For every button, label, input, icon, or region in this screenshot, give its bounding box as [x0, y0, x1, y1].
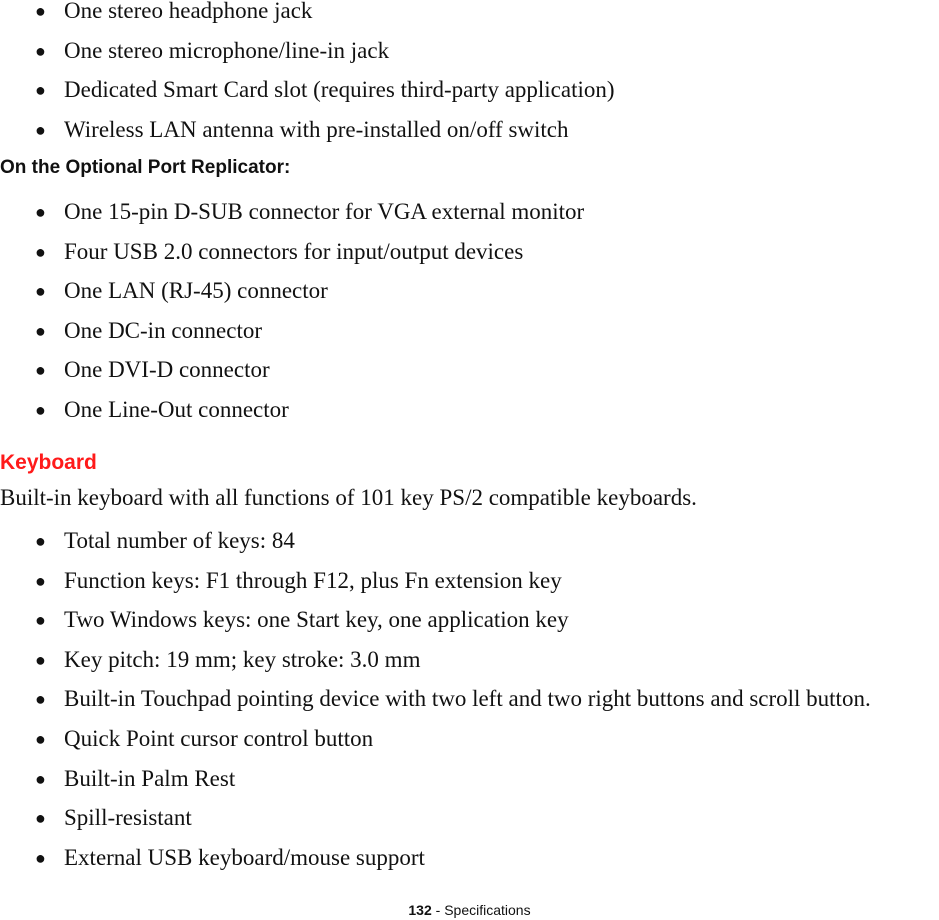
footer-separator: - — [431, 902, 445, 918]
bullet-icon: ● — [35, 531, 46, 551]
keyboard-section-title: Keyboard — [0, 451, 97, 474]
bullet-icon: ● — [35, 728, 46, 749]
bullet-icon: ● — [35, 320, 46, 341]
bullet-icon: ● — [35, 1, 46, 21]
page-number: 132 — [408, 902, 432, 918]
footer-section: Specifications — [444, 902, 531, 918]
bullet-icon: ● — [35, 40, 46, 61]
bullet-icon: ● — [35, 689, 46, 710]
bullet-icon: ● — [35, 399, 46, 420]
bullet-icon: ● — [35, 610, 46, 631]
replicator-heading: On the Optional Port Replicator: — [0, 157, 291, 178]
bullet-icon: ● — [35, 119, 46, 140]
bullet-icon: ● — [35, 570, 46, 591]
bullet-icon: ● — [35, 241, 46, 262]
bullet-icon: ● — [35, 202, 46, 222]
bullet-icon: ● — [35, 281, 46, 302]
bullet-icon: ● — [35, 80, 46, 101]
page-footer — [0, 902, 939, 918]
bullet-icon: ● — [35, 768, 46, 789]
keyboard-description: Built-in keyboard with all functions of 101 key PS/2 compatible keyboards. — [0, 485, 697, 510]
bullet-icon: ● — [35, 649, 46, 670]
bullet-icon: ● — [35, 360, 46, 381]
bullet-icon: ● — [35, 808, 46, 829]
bullet-icon: ● — [35, 847, 46, 868]
